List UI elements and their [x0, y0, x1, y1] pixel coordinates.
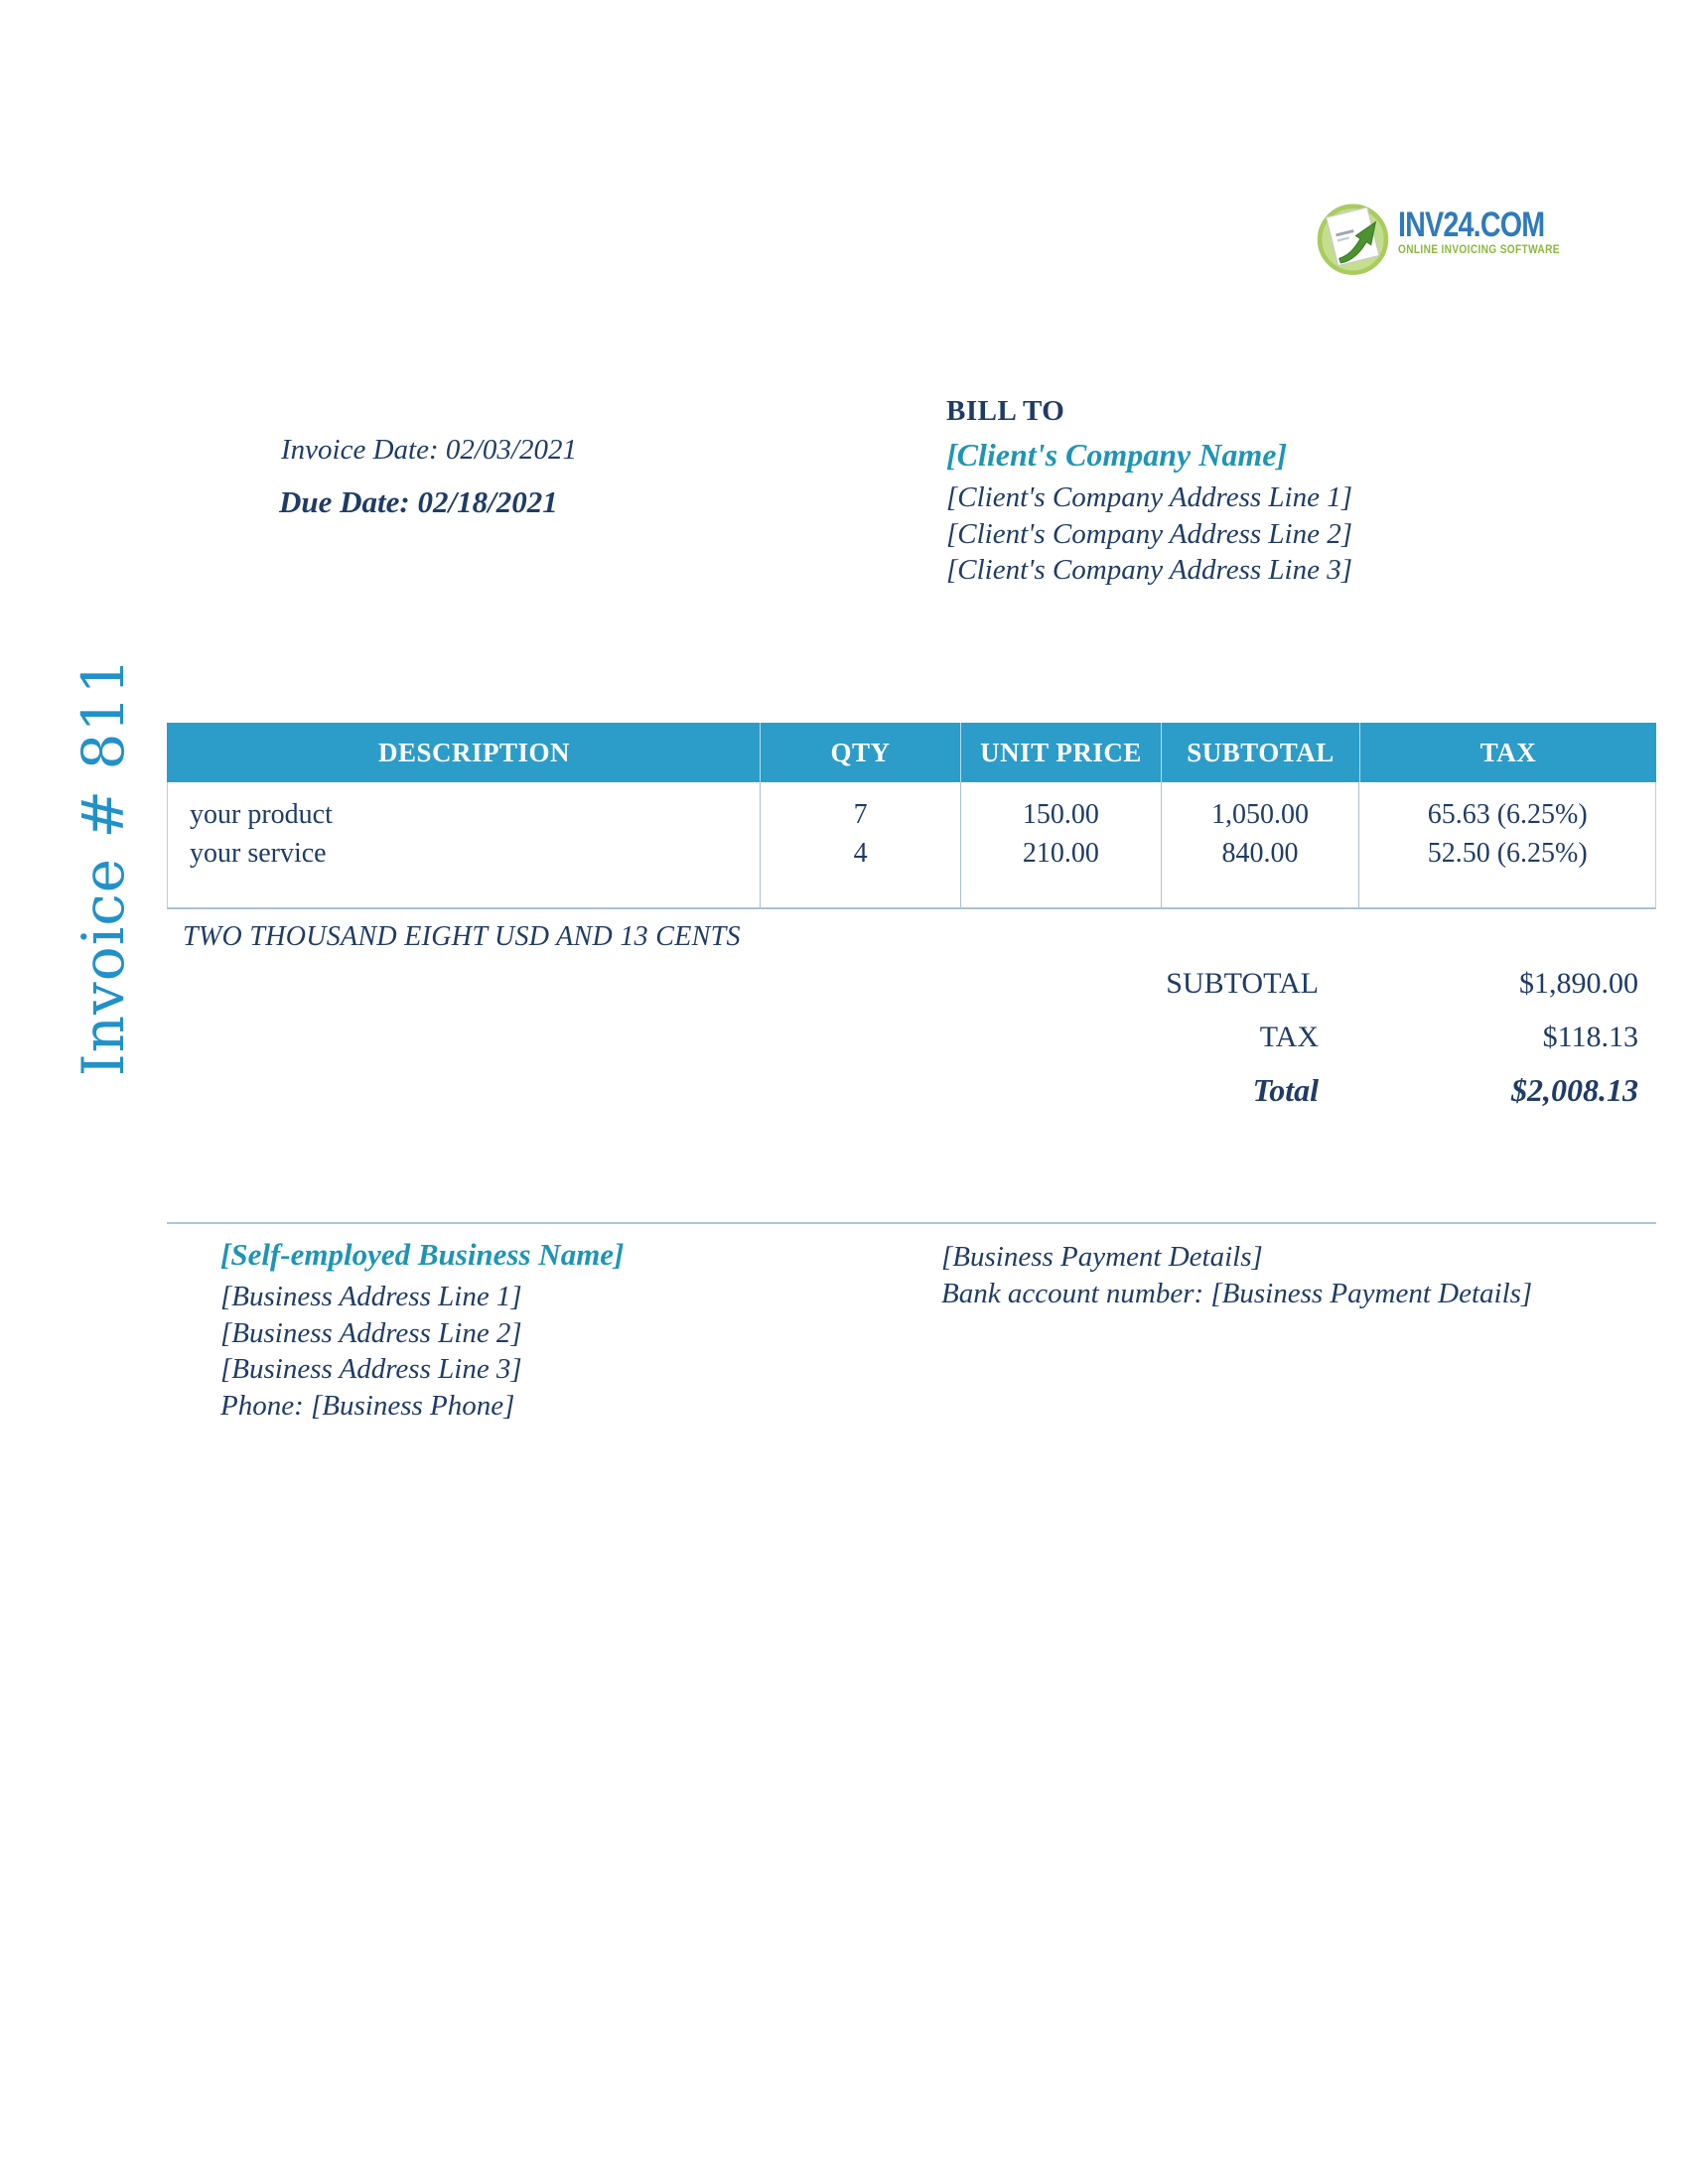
column-description [168, 782, 761, 907]
column-tax [1359, 782, 1655, 907]
invoice-date: Invoice Date: 02/03/2021 [281, 434, 577, 466]
table-header-qty: QTY [761, 723, 961, 782]
client-company-name: [Client's Company Name] [946, 437, 1288, 473]
business-address-block [220, 1279, 522, 1424]
amount-in-words: TWO THOUSAND EIGHT USD AND 13 CENTS [183, 921, 741, 952]
business-address-line-3: [Business Address Line 3] [220, 1353, 522, 1385]
table-header-subtotal: SUBTOTAL [1162, 723, 1360, 782]
client-address-line-1: [Client's Company Address Line 1] [946, 481, 1353, 513]
table-header-description: DESCRIPTION [167, 723, 761, 782]
payment-details-block [941, 1239, 1532, 1311]
table-header-row [167, 723, 1656, 782]
row-2-qty: 4 [853, 838, 868, 869]
subtotal-value: $1,890.00 [1519, 967, 1638, 1000]
business-address-line-2: [Business Address Line 2] [220, 1316, 522, 1349]
invoice-number-vertical: Invoice # 811 [70, 656, 137, 1077]
table-body [167, 782, 1656, 909]
row-1-qty: 7 [853, 799, 868, 830]
column-subtotal [1162, 782, 1360, 907]
row-1-unit-price: 150.00 [1022, 799, 1099, 830]
logo-brand-text: INV24.COM [1398, 205, 1545, 244]
inv24-logo-icon [1317, 199, 1392, 276]
total-label: Total [1252, 1072, 1319, 1108]
client-address-block [946, 479, 1352, 589]
business-name: [Self-employed Business Name] [220, 1237, 625, 1272]
items-table [167, 723, 1656, 909]
payment-details-line: [Business Payment Details] [941, 1241, 1263, 1273]
logo-tagline-text: ONLINE INVOICING SOFTWARE [1398, 244, 1560, 256]
table-header-unit-price: UNIT PRICE [961, 723, 1162, 782]
business-address-line-1: [Business Address Line 1] [220, 1281, 522, 1312]
row-1-tax: 65.63 (6.25%) [1427, 799, 1588, 830]
footer-divider [167, 1222, 1656, 1224]
due-date: Due Date: 02/18/2021 [279, 484, 558, 519]
inv24-logo [1317, 199, 1582, 276]
row-2-description: your service [190, 838, 327, 869]
tax-value: $118.13 [1542, 1021, 1638, 1053]
row-1-description: your product [190, 799, 333, 830]
client-address-line-3: [Client's Company Address Line 3] [946, 554, 1353, 586]
client-address-line-2: [Client's Company Address Line 2] [946, 517, 1353, 550]
total-value: $2,008.13 [1511, 1072, 1638, 1108]
business-phone-line: Phone: [Business Phone] [220, 1389, 515, 1422]
bill-to-heading: BILL TO [946, 395, 1065, 427]
bank-account-line: Bank account number: [Business Payment Details] [941, 1277, 1533, 1309]
tax-label: TAX [1259, 1021, 1319, 1053]
row-2-tax: 52.50 (6.25%) [1427, 838, 1588, 869]
subtotal-label: SUBTOTAL [1166, 967, 1319, 1000]
row-2-unit-price: 210.00 [1022, 838, 1099, 869]
table-header-tax: TAX [1479, 737, 1537, 767]
row-2-subtotal: 840.00 [1221, 838, 1299, 869]
column-qty [761, 782, 961, 907]
column-unit-price [961, 782, 1162, 907]
row-1-subtotal: 1,050.00 [1211, 799, 1310, 830]
